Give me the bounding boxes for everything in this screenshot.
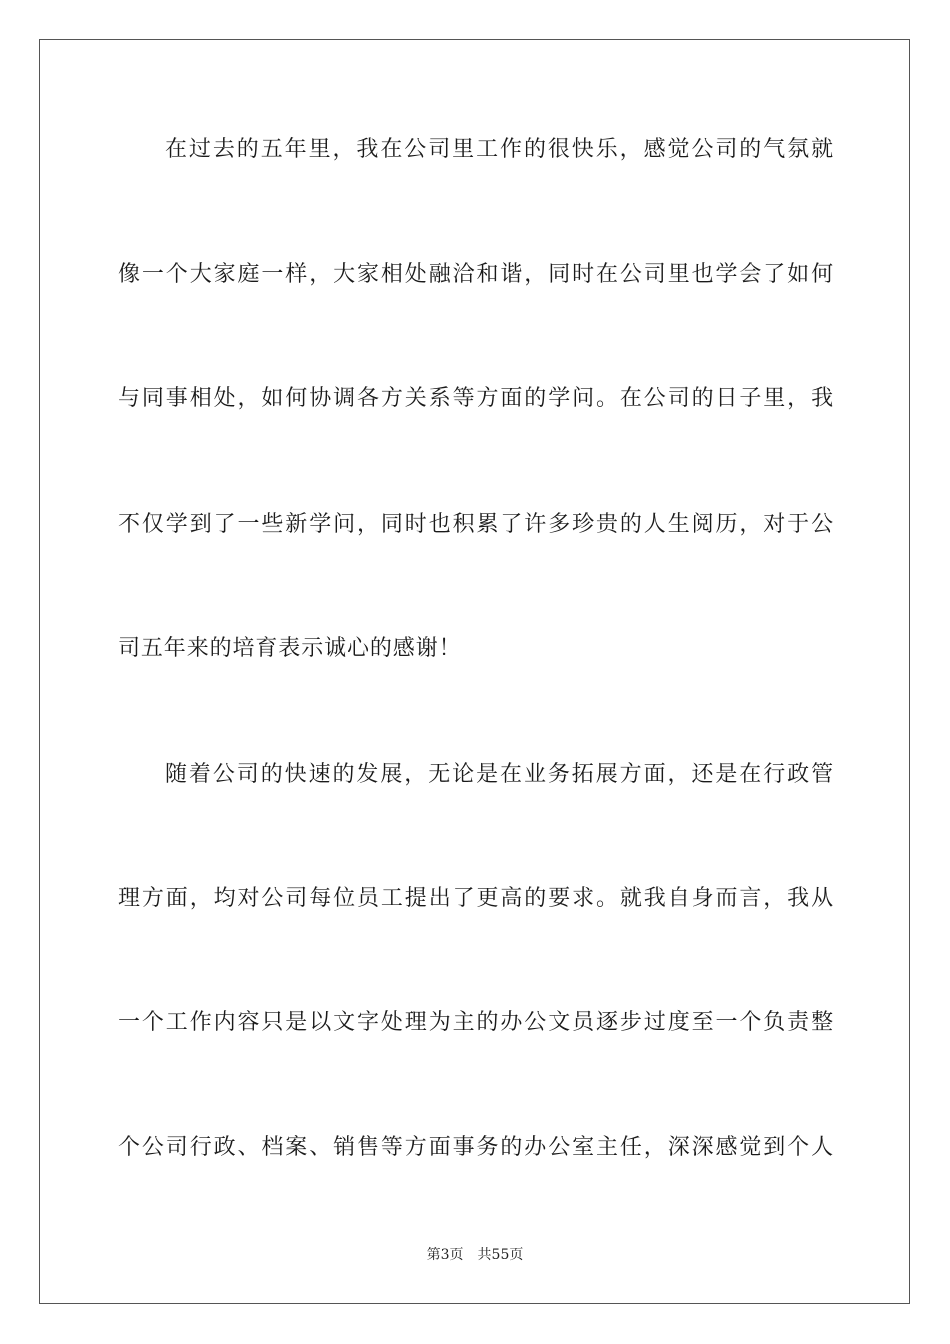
page-total: 共55页 (477, 1247, 524, 1263)
page-footer (0, 1245, 950, 1265)
page-frame (39, 39, 910, 1304)
page-number: 第3页 (426, 1247, 464, 1263)
paragraph-2-line-3: 一个工作内容只是以文字处理为主的办公文员逐步过度至一个负责整 (118, 1010, 834, 1035)
paragraph-1-line-5: 司五年来的培育表示诚心的感谢！ (118, 636, 462, 661)
paragraph-1-line-1: 在过去的五年里，我在公司里工作的很快乐，感觉公司的气氛就 (165, 137, 834, 162)
paragraph-1-line-4: 不仅学到了一些新学问，同时也积累了许多珍贵的人生阅历，对于公 (118, 512, 834, 537)
paragraph-2-line-4: 个公司行政、档案、销售等方面事务的办公室主任，深深感觉到个人 (118, 1135, 834, 1160)
paragraph-1-line-2: 像一个大家庭一样，大家相处融洽和谐，同时在公司里也学会了如何 (118, 262, 834, 287)
paragraph-2-line-1: 随着公司的快速的发展，无论是在业务拓展方面，还是在行政管 (165, 762, 834, 787)
paragraph-2-line-2: 理方面，均对公司每位员工提出了更高的要求。就我自身而言，我从 (118, 886, 834, 911)
paragraph-1-line-3: 与同事相处，如何协调各方关系等方面的学问。在公司的日子里，我 (118, 386, 834, 411)
